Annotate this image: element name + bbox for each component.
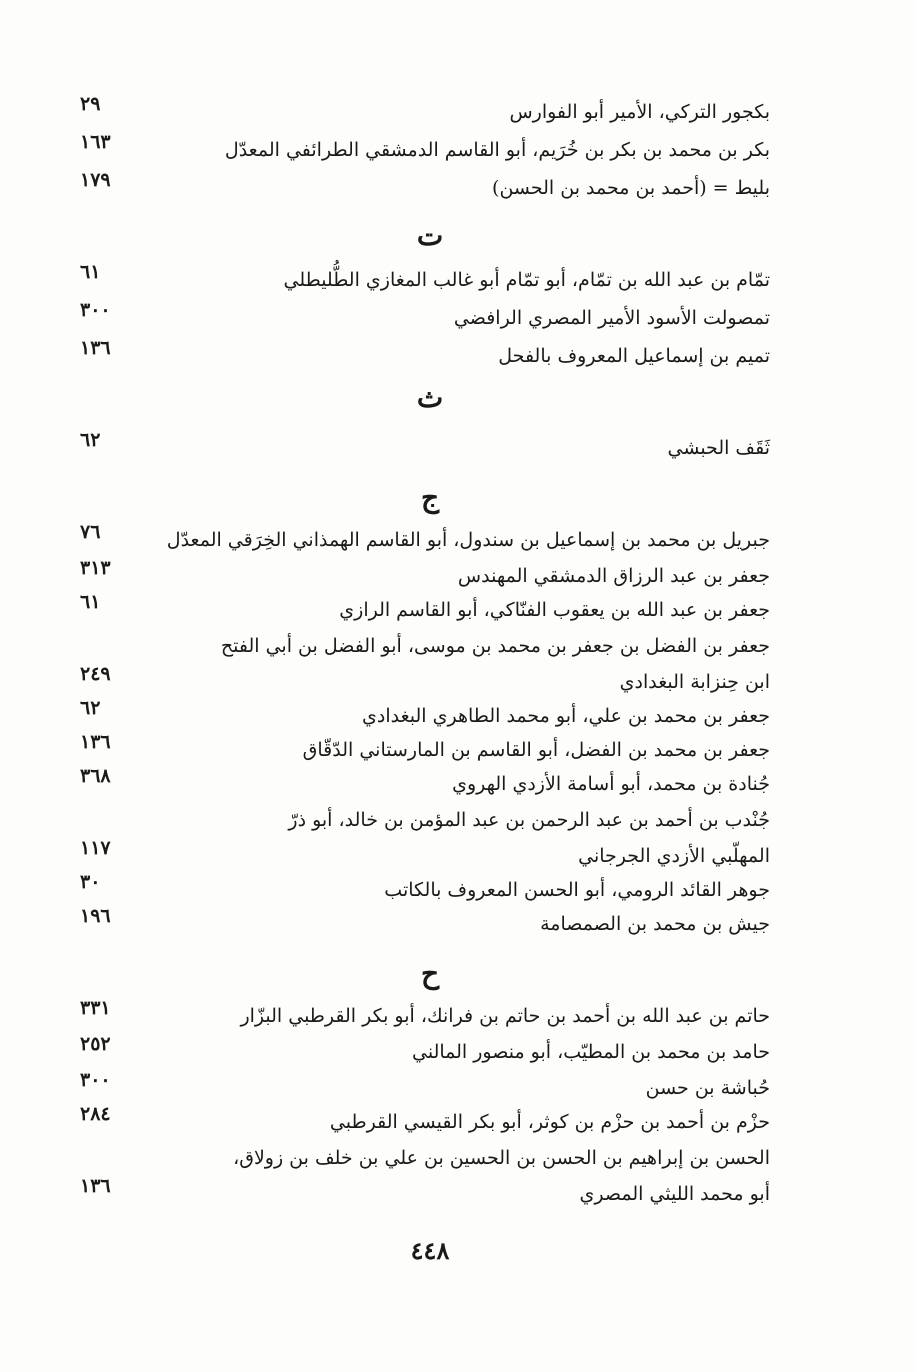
entry-page-number: ٣١٣: [80, 557, 111, 579]
entry-name: تميم بن إسماعيل المعروف بالفحل: [498, 345, 770, 367]
index-entry: [60, 1069, 770, 1106]
entry-page-number: ١٣٦: [80, 337, 111, 359]
entry-page-number: ٢٤٩: [80, 663, 111, 685]
index-entry: [60, 1175, 770, 1212]
entry-name: الحسن بن إبراهيم بن الحسن بن الحسين بن علي بن خلف بن زولاق،: [233, 1147, 770, 1169]
index-entry: [60, 663, 770, 700]
entry-name: جعفر بن عبد الرزاق الدمشقي المهندس: [457, 565, 770, 587]
entry-name: حُباشة بن حسن: [645, 1077, 770, 1099]
entry-name: بليط = (أحمد بن محمد بن الحسن): [492, 177, 770, 199]
entry-page-number: ١٩٦: [80, 905, 111, 927]
entry-page-number: ٢٩: [80, 93, 101, 115]
index-entry: [60, 169, 770, 206]
index-entry: [60, 697, 770, 734]
index-entry: [60, 429, 770, 466]
index-entry: [60, 1033, 770, 1070]
index-entry: [60, 337, 770, 374]
section-letter-jim: ج: [420, 481, 440, 514]
index-entry: [60, 630, 770, 664]
entry-name: جعفر بن الفضل بن جعفر بن محمد بن موسى، أبو الفضل بن أبي الفتح: [220, 635, 770, 657]
entry-name: حامد بن محمد بن المطيّب، أبو منصور المالني: [412, 1041, 770, 1063]
entry-name: جُنادة بن محمد، أبو أسامة الأزدي الهروي: [452, 773, 770, 795]
entry-name: جعفر بن محمد بن الفضل، أبو القاسم بن المارستاني الدّقّاق: [302, 739, 770, 761]
index-entry: [60, 1142, 770, 1176]
index-entry: [60, 557, 770, 594]
entry-name: جعفر بن عبد الله بن يعقوب الفنّاكي، أبو القاسم الرازي: [339, 599, 770, 621]
entry-page-number: ١٣٦: [80, 731, 111, 753]
entry-page-number: ٦٢: [80, 697, 101, 719]
entry-name: بكجور التركي، الأمير أبو الفوارس: [509, 101, 770, 123]
entry-page-number: ٦١: [80, 261, 101, 283]
index-entry: [60, 871, 770, 908]
entry-name: جيش بن محمد بن الصمصامة: [540, 913, 770, 935]
index-entry: [60, 261, 770, 298]
entry-page-number: ٣٣١: [80, 997, 111, 1019]
index-entry: [60, 837, 770, 874]
index-entry: [60, 765, 770, 802]
entry-page-number: ٣٦٨: [80, 765, 111, 787]
index-entry: [60, 299, 770, 336]
entry-name: جوهر القائد الرومي، أبو الحسن المعروف بالكاتب: [384, 879, 770, 901]
index-entry: [60, 93, 770, 130]
index-entry: [60, 731, 770, 768]
entry-page-number: ١١٧: [80, 837, 111, 859]
entry-page-number: ٦٢: [80, 429, 101, 451]
entry-page-number: ٣٠٠: [80, 1069, 111, 1091]
entry-name: ابن حِنزابة البغدادي: [619, 671, 770, 693]
entry-page-number: ٦١: [80, 591, 101, 613]
section-letter-tha: ث: [416, 381, 444, 414]
section-letter-ha: ح: [420, 957, 440, 990]
entry-name: جعفر بن محمد بن علي، أبو محمد الطاهري البغدادي: [362, 705, 770, 727]
entry-name: جُنْدب بن أحمد بن عبد الرحمن بن عبد المؤمن بن خالد، أبو ذرّ: [288, 809, 770, 831]
entry-name: أبو محمد الليثي المصري: [579, 1183, 770, 1205]
entry-name: حاتم بن عبد الله بن أحمد بن حاتم بن فرانك، أبو بكر القرطبي البزّار: [240, 1005, 770, 1027]
index-entry: [60, 521, 770, 558]
index-entry: [60, 131, 770, 168]
index-entry: [60, 591, 770, 628]
entry-name: تمصولت الأسود الأمير المصري الرافضي: [453, 307, 770, 329]
entry-page-number: ١٧٩: [80, 169, 111, 191]
entry-name: بكر بن محمد بن بكر بن خُرَيم، أبو القاسم الدمشقي الطرائفي المعدّل: [224, 139, 770, 161]
index-entry: [60, 1103, 770, 1140]
section-letter-ta: ت: [416, 219, 444, 252]
entry-page-number: ٢٥٢: [80, 1033, 111, 1055]
entry-page-number: ٣٠٠: [80, 299, 111, 321]
entry-name: تمّام بن عبد الله بن تمّام، أبو تمّام أبو غالب المغازي الطُّليطلي: [283, 269, 770, 291]
entry-name: ثَقَف الحبشي: [667, 437, 770, 459]
index-entry: [60, 997, 770, 1034]
entry-page-number: ١٦٣: [80, 131, 111, 153]
entry-name: المهلّبي الأزدي الجرجاني: [578, 845, 770, 867]
page-number: ٤٤٨: [410, 1236, 450, 1265]
index-entry: [60, 804, 770, 838]
entry-page-number: ١٣٦: [80, 1175, 111, 1197]
entry-name: حزْم بن أحمد بن حزْم بن كوثر، أبو بكر القيسي القرطبي: [329, 1111, 770, 1133]
entry-page-number: ٢٨٤: [80, 1103, 111, 1125]
entry-name: جبريل بن محمد بن إسماعيل بن سندول، أبو القاسم الهمذاني الخِرَقي المعدّل: [166, 529, 770, 551]
entry-page-number: ٣٠: [80, 871, 101, 893]
entry-page-number: ٧٦: [80, 521, 101, 543]
index-entry: [60, 905, 770, 942]
